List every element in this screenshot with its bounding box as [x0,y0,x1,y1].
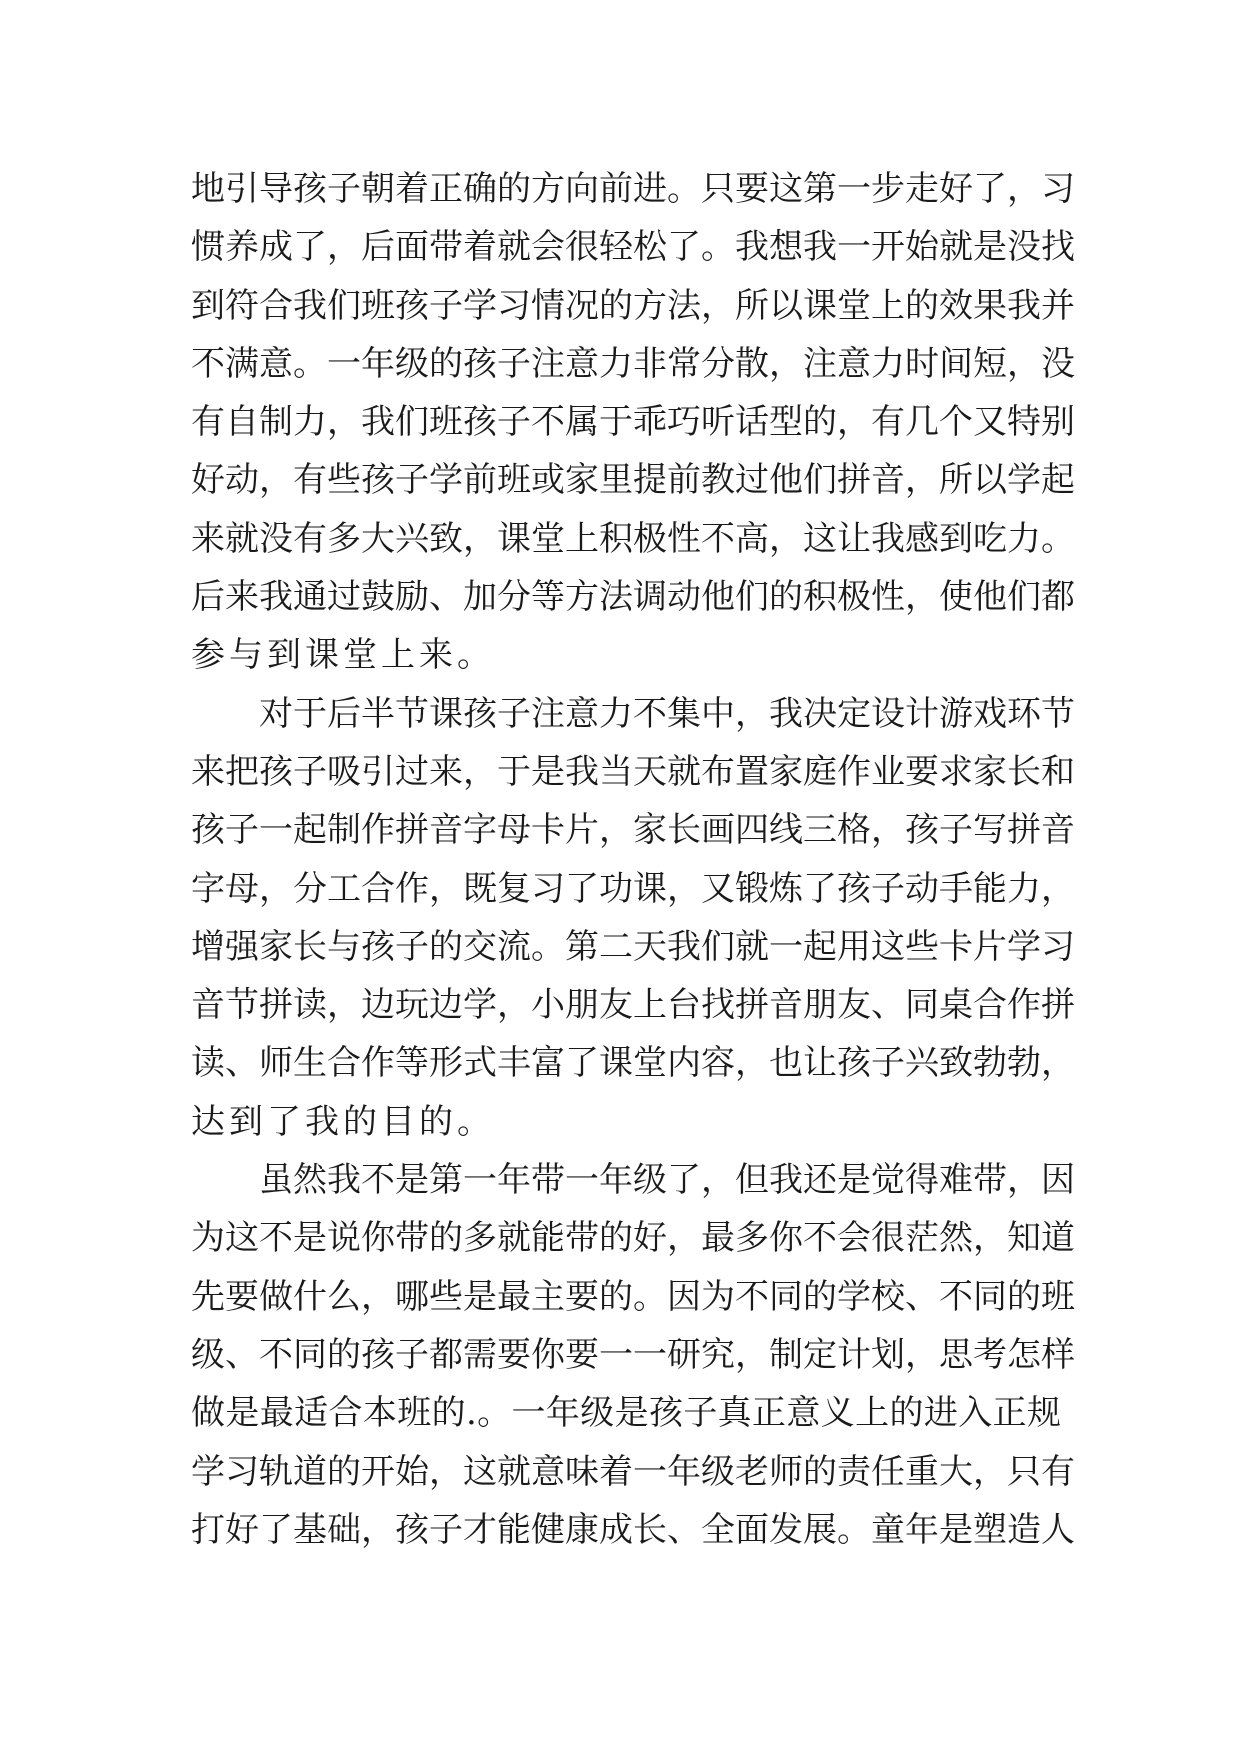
text-line: 来就没有多大兴致，课堂上积极性不高，这让我感到吃力。 [191,518,1075,559]
paragraph [191,1151,1075,1559]
text-line: 做是最适合本班的.。一年级是孩子真正意义上的进入正规 [191,1393,1061,1434]
text-line: 孩子一起制作拼音字母卡片，家长画四线三格，孩子写拼音 [191,810,1075,851]
document-body [191,160,1075,1559]
text-line: 到符合我们班孩子学习情况的方法，所以课堂上的效果我并 [191,285,1075,326]
paragraph [191,160,1075,685]
text-line: 好动，有些孩子学前班或家里提前教过他们拼音，所以学起 [191,460,1075,501]
text-line: 学习轨道的开始，这就意味着一年级老师的责任重大，只有 [191,1451,1075,1492]
text-line: 不满意。一年级的孩子注意力非常分散，注意力时间短，没 [191,343,1075,384]
text-line: 达到了我的目的。 [191,1101,495,1142]
text-line: 参与到课堂上来。 [191,635,495,676]
text-line: 来把孩子吸引过来，于是我当天就布置家庭作业要求家长和 [191,751,1075,792]
text-line: 为这不是说你带的多就能带的好，最多你不会很茫然，知道 [191,1218,1075,1259]
text-line: 读、师生合作等形式丰富了课堂内容，也让孩子兴致勃勃， [191,1043,1075,1084]
text-line: 字母，分工合作，既复习了功课，又锻炼了孩子动手能力， [191,868,1075,909]
text-line: 级、不同的孩子都需要你要一一研究，制定计划，思考怎样 [191,1334,1075,1375]
text-line: 地引导孩子朝着正确的方向前进。只要这第一步走好了，习 [191,169,1075,209]
text-line: 有自制力，我们班孩子不属于乖巧听话型的，有几个又特别 [191,402,1075,443]
text-line: 先要做什么，哪些是最主要的。因为不同的学校、不同的班 [191,1276,1075,1317]
text-line: 虽然我不是第一年带一年级了，但我还是觉得难带，因 [259,1160,1075,1201]
text-line: 对于后半节课孩子注意力不集中，我决定设计游戏环节 [259,693,1075,734]
text-line: 增强家长与孩子的交流。第二天我们就一起用这些卡片学习 [191,926,1075,967]
paragraph [191,685,1075,1151]
text-line: 音节拼读，边玩边学，小朋友上台找拼音朋友、同桌合作拼 [191,985,1075,1026]
text-line: 惯养成了，后面带着就会很轻松了。我想我一开始就是没找 [191,227,1075,268]
text-line: 后来我通过鼓励、加分等方法调动他们的积极性，使他们都 [191,577,1075,618]
text-line: 打好了基础，孩子才能健康成长、全面发展。童年是塑造人 [191,1509,1075,1550]
